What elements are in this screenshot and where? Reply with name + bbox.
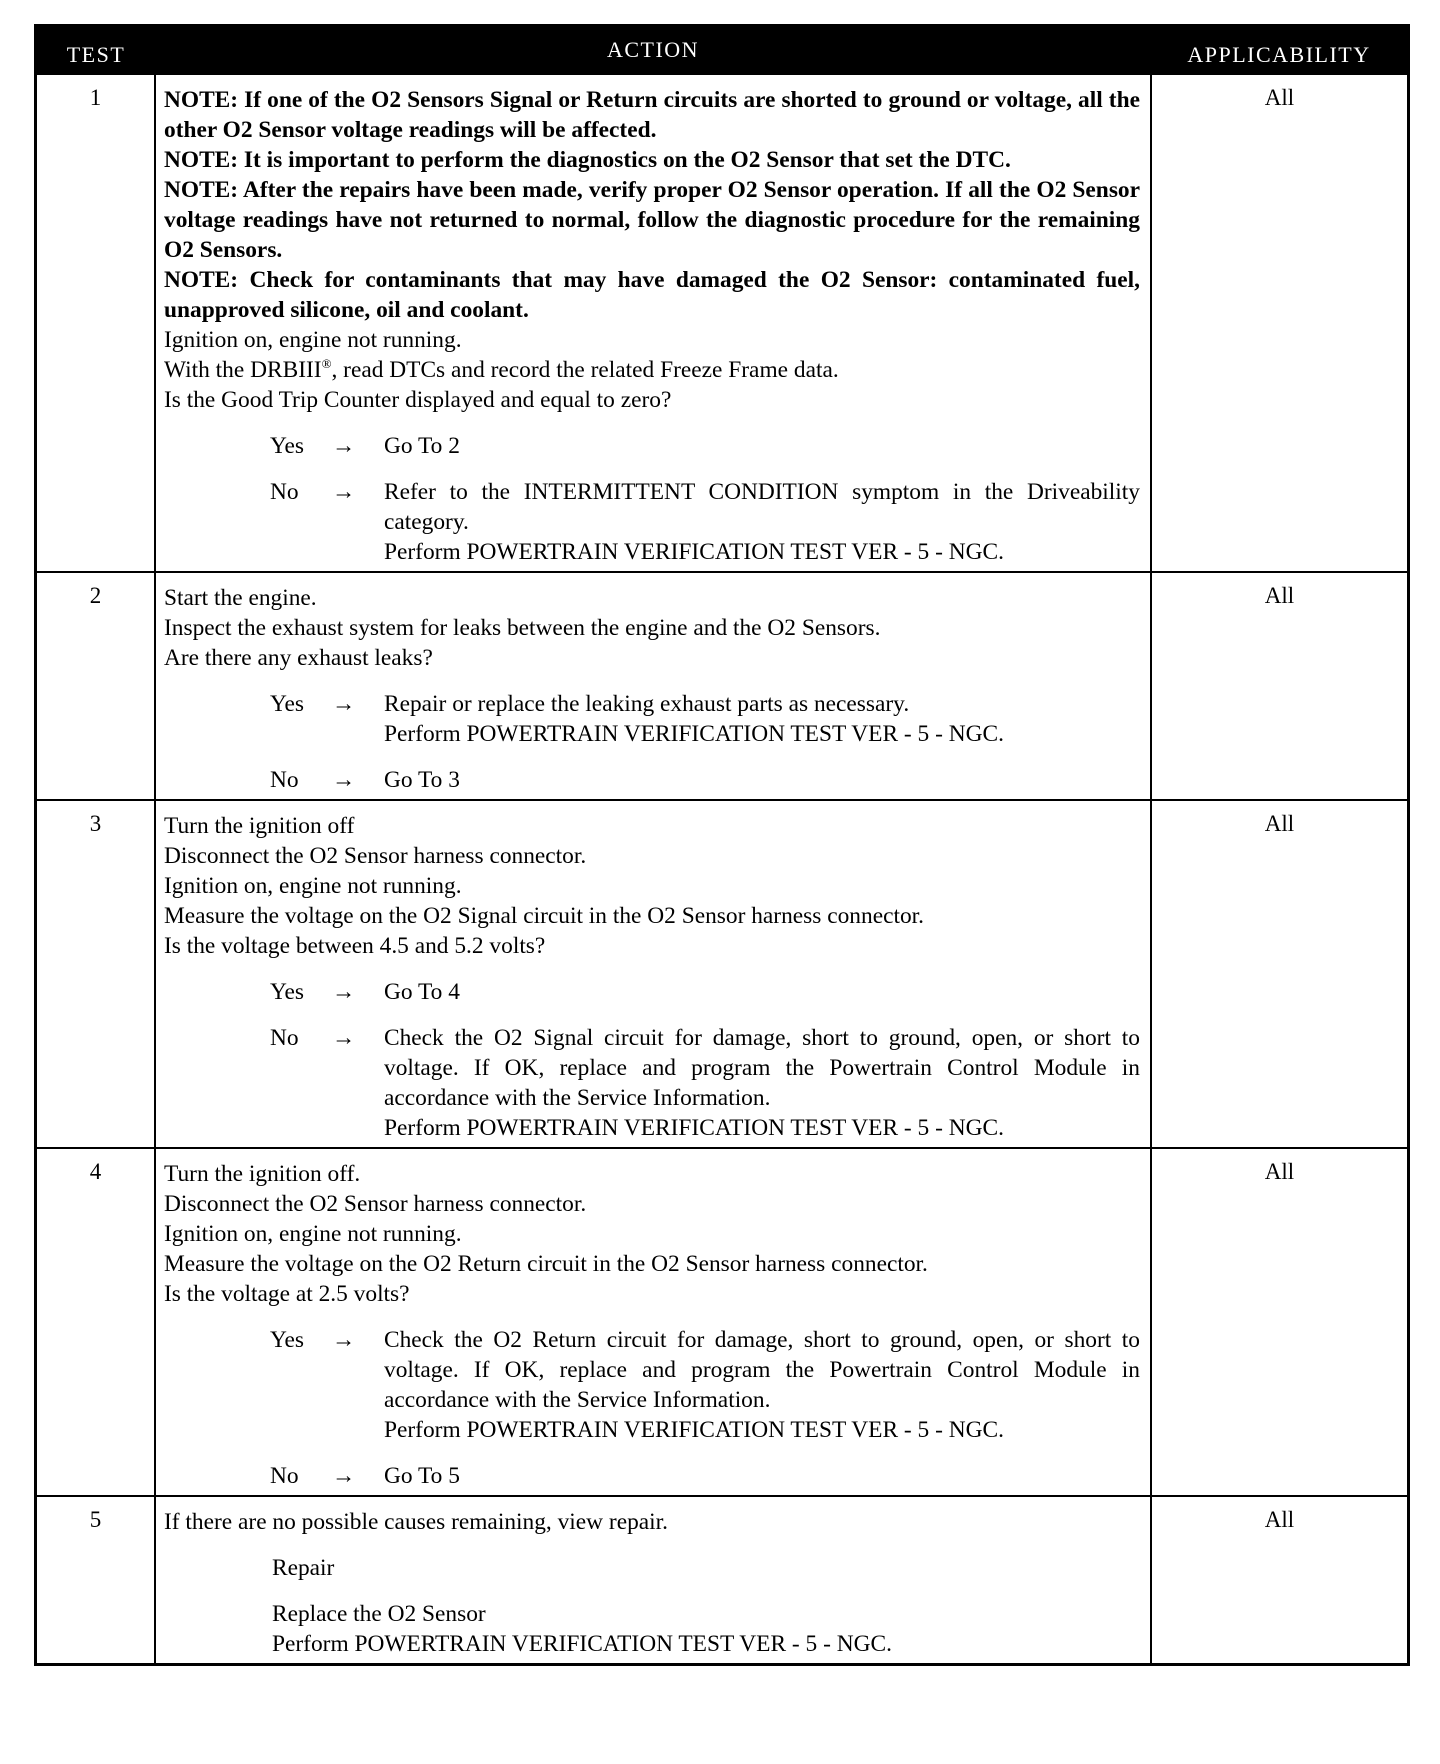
table-row — [36, 800, 1409, 1148]
branch-result: Go To 4 — [384, 979, 460, 1005]
no-label: No — [270, 479, 299, 505]
table-header-row — [36, 26, 1409, 75]
repair-result — [272, 1599, 1140, 1659]
step-text: Ignition on, engine not running. — [164, 327, 462, 353]
branch-result: Perform POWERTRAIN VERIFICATION TEST VER - 5 - NGC. — [384, 721, 1004, 747]
note-text: NOTE: After the repairs have been made, verify proper O2 Sensor operation. If all the O2 Sensor voltage readings have not returned to normal, follow the diagnostic procedure for the remaining O2 Sensors. — [164, 177, 1140, 263]
step-text: Disconnect the O2 Sensor harness connector. — [164, 1191, 587, 1217]
repair-label: Repair — [272, 1555, 335, 1581]
branch-result: Go To 3 — [384, 767, 460, 793]
note-text: NOTE: Check for contaminants that may have damaged the O2 Sensor: contaminated fuel, unapproved silicone, oil and coolant. — [164, 267, 1140, 323]
header-test: TEST — [36, 26, 156, 75]
yes-branch — [270, 431, 1140, 461]
branch-result: Check the O2 Return circuit for damage, short to ground, open, or short to voltage. If OK, replace and program the Powertrain Control Module in accordance with the Service Information. — [384, 1327, 1140, 1413]
applicability-cell: All — [1151, 74, 1409, 572]
diagnostic-page — [34, 24, 1406, 1666]
yes-label: Yes — [270, 979, 305, 1005]
branch-result: Perform POWERTRAIN VERIFICATION TEST VER - 5 - NGC. — [384, 1115, 1004, 1141]
action-cell — [155, 800, 1151, 1148]
diagnostic-table — [34, 24, 1410, 1666]
test-number: 4 — [36, 1148, 156, 1496]
no-branch — [270, 1461, 1140, 1491]
branch-result: Refer to the INTERMITTENT CONDITION symptom in the Driveability category. — [384, 479, 1140, 535]
no-branch — [270, 765, 1140, 795]
step-text: Inspect the exhaust system for leaks between the engine and the O2 Sensors. — [164, 615, 881, 641]
arrow-icon: → — [332, 433, 356, 459]
step-text: Disconnect the O2 Sensor harness connector. — [164, 843, 587, 869]
table-row — [36, 1148, 1409, 1496]
no-label: No — [270, 1025, 299, 1051]
table-row — [36, 1496, 1409, 1665]
test-number: 1 — [36, 74, 156, 572]
branch-result: Replace the O2 Sensor — [272, 1601, 486, 1627]
no-label: No — [270, 767, 299, 793]
step-text: Ignition on, engine not running. — [164, 873, 462, 899]
applicability-cell: All — [1151, 572, 1409, 800]
arrow-icon: → — [332, 979, 356, 1005]
arrow-icon: → — [332, 767, 356, 793]
yes-label: Yes — [270, 1327, 305, 1353]
no-label: No — [270, 1463, 299, 1489]
action-cell — [155, 1496, 1151, 1665]
arrow-icon: → — [332, 479, 356, 505]
applicability-cell: All — [1151, 1496, 1409, 1665]
branch-result: Perform POWERTRAIN VERIFICATION TEST VER - 5 - NGC. — [384, 539, 1004, 565]
step-text: Measure the voltage on the O2 Signal circuit in the O2 Sensor harness connector. — [164, 903, 925, 929]
no-branch — [270, 1023, 1140, 1143]
question-text: Is the voltage at 2.5 volts? — [164, 1281, 410, 1307]
step-text: If there are no possible causes remaining, view repair. — [164, 1509, 669, 1535]
branch-result: Go To 5 — [384, 1463, 460, 1489]
step-text: Turn the ignition off — [164, 813, 355, 839]
note-text: NOTE: If one of the O2 Sensors Signal or Return circuits are shorted to ground or voltage, all the other O2 Sensor voltage readings will be affected. — [164, 87, 1140, 143]
action-cell — [155, 572, 1151, 800]
test-number: 2 — [36, 572, 156, 800]
step-text: Turn the ignition off. — [164, 1161, 361, 1187]
no-branch — [270, 477, 1140, 567]
test-number: 5 — [36, 1496, 156, 1665]
header-action: ACTION — [155, 26, 1151, 75]
step-text: Start the engine. — [164, 585, 317, 611]
arrow-icon: → — [332, 1025, 356, 1051]
note-text: NOTE: It is important to perform the diagnostics on the O2 Sensor that set the DTC. — [164, 147, 1011, 173]
question-text: Is the voltage between 4.5 and 5.2 volts? — [164, 933, 546, 959]
action-cell — [155, 1148, 1151, 1496]
arrow-icon: → — [332, 1327, 356, 1353]
header-applicability: APPLICABILITY — [1151, 26, 1409, 75]
step-text: Ignition on, engine not running. — [164, 1221, 462, 1247]
question-text: Is the Good Trip Counter displayed and equal to zero? — [164, 387, 672, 413]
branch-result: Check the O2 Signal circuit for damage, short to ground, open, or short to voltage. If OK, replace and program the Powertrain Control Module in accordance with the Service Information. — [384, 1025, 1140, 1111]
action-cell — [155, 74, 1151, 572]
test-number: 3 — [36, 800, 156, 1148]
arrow-icon: → — [332, 691, 356, 717]
yes-label: Yes — [270, 691, 305, 717]
question-text: Are there any exhaust leaks? — [164, 645, 433, 671]
table-row — [36, 74, 1409, 572]
yes-label: Yes — [270, 433, 305, 459]
yes-branch — [270, 689, 1140, 749]
yes-branch — [270, 977, 1140, 1007]
yes-branch — [270, 1325, 1140, 1445]
branch-result: Repair or replace the leaking exhaust parts as necessary. — [384, 691, 910, 717]
step-text: With the DRBIII®, read DTCs and record the related Freeze Frame data. — [164, 356, 839, 383]
step-text: Measure the voltage on the O2 Return circuit in the O2 Sensor harness connector. — [164, 1251, 928, 1277]
branch-result: Go To 2 — [384, 433, 460, 459]
branch-result: Perform POWERTRAIN VERIFICATION TEST VER - 5 - NGC. — [384, 1417, 1004, 1443]
applicability-cell: All — [1151, 800, 1409, 1148]
applicability-cell: All — [1151, 1148, 1409, 1496]
branch-result: Perform POWERTRAIN VERIFICATION TEST VER - 5 - NGC. — [272, 1631, 892, 1657]
arrow-icon: → — [332, 1463, 356, 1489]
table-row — [36, 572, 1409, 800]
